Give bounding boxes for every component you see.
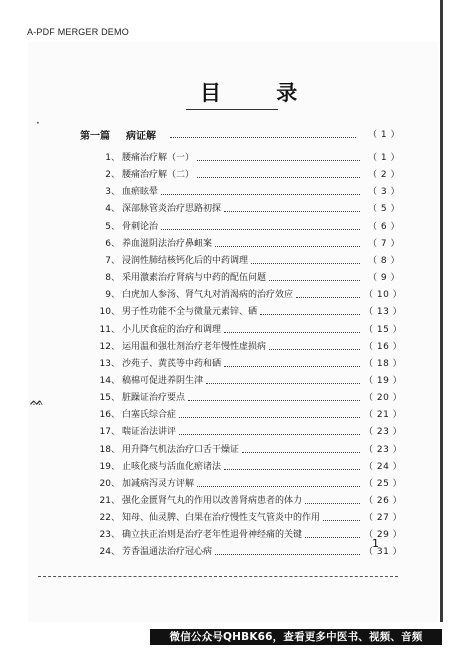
entry-page: （ 25 ） [364,478,403,489]
entry-number: 6、 [105,238,120,249]
entry-number: 5、 [105,221,120,232]
toc-entry [30,253,400,267]
entry-number: 3、 [105,187,120,198]
dot-leader [179,433,360,435]
toc-entry [30,184,400,198]
toc-entry [30,201,400,215]
dot-leader [242,451,360,453]
toc-entry [30,476,403,490]
scan-mark-icon: · [36,116,40,130]
dot-leader [197,159,360,161]
entry-title: 血瘀眩晕 [122,187,159,198]
entry-number: 4、 [105,204,120,215]
entry-page: （ 7 ） [368,238,400,249]
entry-title: 采用激素治疗肾病与中药的配伍问题 [122,273,267,284]
dot-leader [224,331,360,333]
entry-number: 15、 [99,393,120,404]
entry-number: 1、 [105,153,120,163]
section-row [30,127,400,141]
entry-title: 腰痛治疗解（一） [122,153,195,163]
entry-page: （ 18 ） [364,358,403,369]
entry-page: （ 10 ） [364,290,403,301]
title-underline [186,109,278,110]
toc-entry [30,373,403,387]
entry-page: （ 23 ） [364,427,403,438]
dot-leader [305,536,360,538]
toc-entry [30,544,403,558]
toc-entry [30,527,403,541]
footer-rule [38,576,398,578]
entry-title: 白塞氏综合症 [122,410,177,421]
toc-entry [30,322,403,336]
entry-page: （ 8 ） [368,255,400,266]
entry-number: 24、 [99,547,120,558]
dot-leader [161,193,360,195]
page-edge-border [440,0,443,622]
entry-title: 知母、仙灵脾、白果在治疗慢性支气管炎中的作用 [122,513,321,524]
entry-number: 19、 [99,461,120,472]
entry-title: 加减病泻灵方评解 [122,478,195,489]
entry-title: 养血滋阴法治疗鼻衄案 [122,238,213,249]
entry-page: （ 31 ） [364,547,403,558]
dot-leader [323,519,360,521]
toc-entry [30,270,400,284]
entry-title: 浸润性肺结核钙化后的中药调理 [122,255,249,266]
dot-leader [188,399,360,401]
dot-leader [251,262,360,264]
section-page: （ 1 ） [368,130,400,140]
entry-title: 沙苑子、黄芪等中药和硒 [122,358,222,369]
dot-leader [179,416,360,418]
dot-leader [305,502,360,504]
entry-page: （ 19 ） [364,375,403,386]
toc-entry [30,493,403,507]
entry-number: 21、 [99,496,120,506]
page-title: 目 录 [200,81,322,105]
toc-entry [30,304,403,318]
entry-page: （ 23 ） [364,444,403,455]
dot-leader [269,348,360,350]
entry-page: （ 5 ） [368,204,400,215]
entry-number: 7、 [105,255,120,266]
entry-number: 12、 [99,341,120,352]
dot-leader [224,210,360,212]
entry-page: （ 29 ） [364,530,403,541]
toc-entry [30,339,403,353]
section-label: 第一篇 [80,131,110,142]
entry-title: 强化金匮肾气丸的作用以改善肾病患者的体力 [122,496,303,506]
entry-number: 23、 [99,530,120,541]
entry-title: 男子性功能不全与微量元素锌、硒 [122,307,258,318]
entry-page: （ 9 ） [368,273,400,284]
dot-leader [206,382,360,384]
entry-page: （ 16 ） [364,341,403,352]
toc-entry [30,167,400,181]
entry-title: 喘证治法讲评 [122,427,177,438]
entry-page: （ 1 ） [368,153,400,163]
entry-page: （ 20 ） [364,393,403,404]
toc-entry [30,442,403,456]
entry-title: 深部脉管炎治疗思路初探 [122,204,222,215]
entry-number: 9、 [105,290,120,301]
entry-number: 13、 [99,358,120,369]
entry-number: 18、 [99,444,120,455]
entry-title: 腰痛治疗解（二） [122,170,195,181]
section-title: 病证解 [126,131,156,142]
dot-leader [161,228,360,230]
toc-entry [30,407,403,421]
entry-number: 16、 [99,410,120,421]
entry-page: （ 24 ） [364,461,403,472]
page-number: 1 [372,537,379,550]
dot-leader [215,553,360,555]
entry-number: 10、 [99,307,120,318]
entry-page: （ 6 ） [368,221,400,232]
dot-leader [224,365,360,367]
entry-page: （ 15 ） [364,324,403,335]
entry-number: 20、 [99,478,120,489]
entry-title: 白虎加人参汤、肾气丸对消渴病的治疗效应 [122,290,294,301]
entry-page: （ 21 ） [364,410,403,421]
entry-page: （ 2 ） [368,170,400,181]
entry-title: 止咳化痰与活血化瘀诸法 [122,461,222,472]
bird-mark-icon: ᨐ [30,394,45,408]
toc-entry [30,287,403,301]
entry-page: （ 3 ） [368,187,400,198]
toc-entry [30,424,403,438]
dot-leader [224,468,360,470]
entry-page: （ 26 ） [364,496,403,506]
entry-number: 17、 [99,427,120,438]
dot-leader [296,296,360,298]
toc-entry [30,510,403,524]
entry-title: 用升降气机法治疗口舌干燥证 [122,444,240,455]
entry-number: 8、 [105,273,120,284]
entry-number: 2、 [105,170,120,181]
entry-title: 运用温和强壮剂治疗老年慢性虚损病 [122,341,267,352]
dot-leader [215,245,360,247]
entry-title: 小儿厌食症的治疗和调理 [122,324,222,335]
toc-entry [30,150,400,164]
dot-leader [269,279,360,281]
entry-page: （ 27 ） [364,513,403,524]
toc-entry [30,390,403,404]
toc-entry [30,459,403,473]
entry-title: 确立扶正治则是治疗老年性退骨神经痛的关键 [122,530,303,541]
dot-leader [197,485,360,487]
entry-title: 芳香温通法治疗冠心病 [122,547,213,558]
entry-title: 稿棉可促进养阴生津 [122,375,204,386]
entry-number: 22、 [99,513,120,524]
toc-entry [30,356,403,370]
toc-entry [30,236,400,250]
entry-title: 骨刺论治 [122,221,159,232]
dot-leader [170,136,356,138]
entry-title: 脏躁证治疗要点 [122,393,186,404]
entry-number: 14、 [99,375,120,386]
entry-number: 11、 [99,324,120,335]
entry-page: （ 13 ） [364,307,403,318]
dot-leader [260,313,360,315]
watermark-text: A-PDF MERGER DEMO [27,27,129,37]
promo-banner: 微信公众号QHBK66，查看更多中医书、视频、音频 [150,629,442,645]
dot-leader [197,176,360,178]
toc-entry [30,219,400,233]
